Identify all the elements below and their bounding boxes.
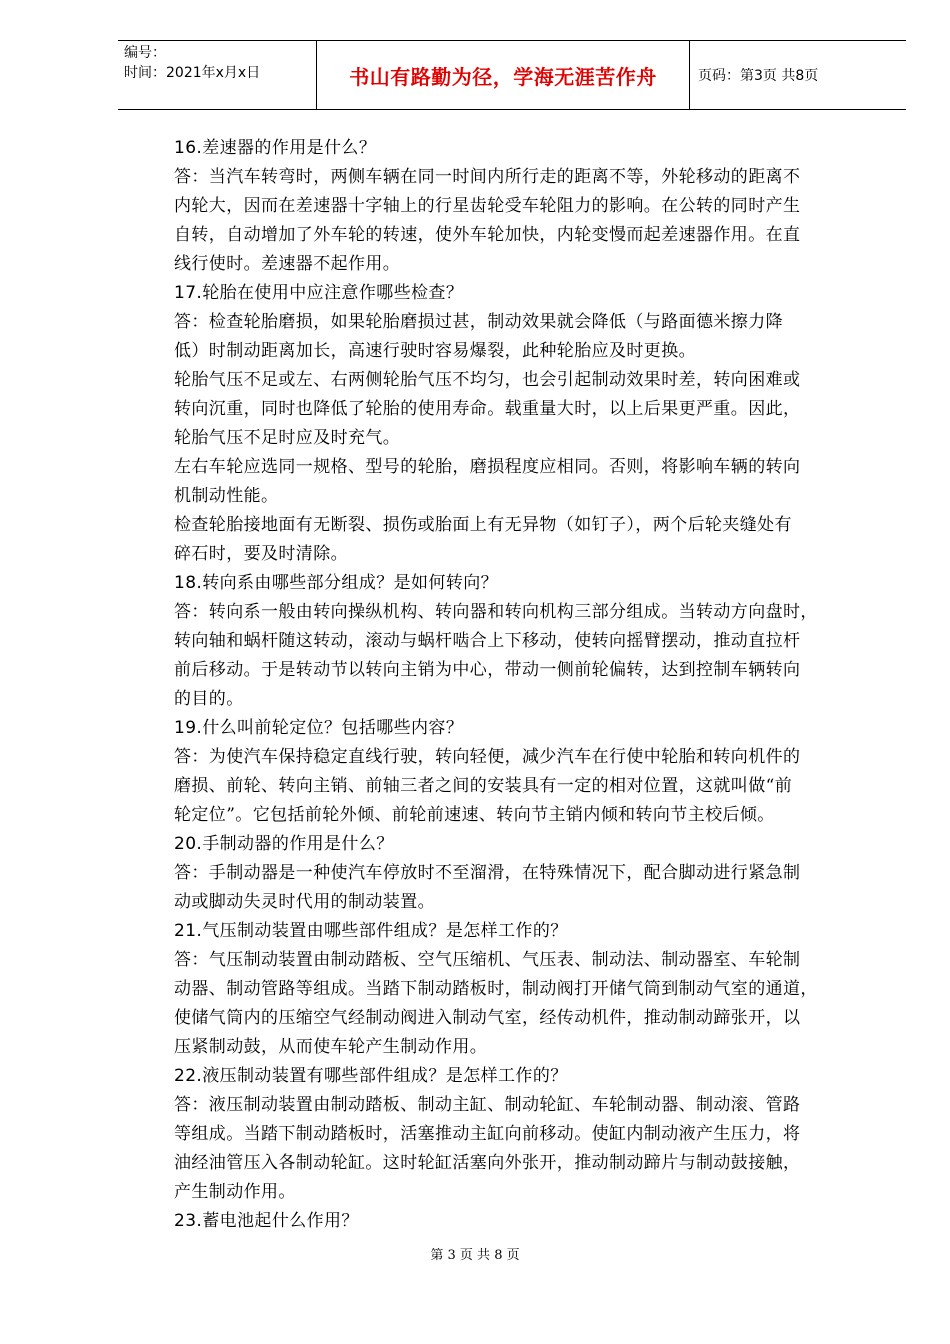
text-line: 低）时制动距离加长，高速行驶时容易爆裂，此种轮胎应及时更换。 bbox=[174, 341, 696, 361]
text-line: 机制动性能。 bbox=[174, 486, 279, 506]
text-line: 动或脚动失灵时代用的制动装置。 bbox=[174, 892, 435, 912]
question-heading: 23.蓄电池起什么作用？ bbox=[174, 1211, 359, 1231]
question-heading: 17.轮胎在使用中应注意作哪些检查？ bbox=[174, 283, 464, 303]
text-line: 线行使时。差速器不起作用。 bbox=[174, 254, 401, 274]
text-line: 答：液压制动装置由制动踏板、制动主缸、制动轮缸、车轮制动器、制动滚、管路 bbox=[174, 1095, 801, 1115]
document-header bbox=[118, 40, 906, 110]
text-line: 答：当汽车转弯时，两侧车辆在同一时间内所行走的距离不等，外轮移动的距离不 bbox=[174, 167, 801, 187]
header-number-label: 编号： bbox=[124, 45, 166, 61]
text-line: 答：为使汽车保持稳定直线行驶，转向轻便，减少汽车在行使中轮胎和转向机件的 bbox=[174, 747, 801, 767]
text-line: 答：气压制动装置由制动踏板、空气压缩机、气压表、制动法、制动器室、车轮制 bbox=[174, 950, 801, 970]
text-line: 检查轮胎接地面有无断裂、损伤或胎面上有无异物（如钉子），两个后轮夹缝处有 bbox=[174, 515, 792, 535]
question-heading: 18.转向系由哪些部分组成？是如何转向？ bbox=[174, 573, 499, 593]
document-body bbox=[174, 134, 870, 1236]
text-line: 答：转向系一般由转向操纵机构、转向器和转向机构三部分组成。当转动方向盘时， bbox=[174, 602, 818, 622]
text-line: 自转，自动增加了外车轮的转速，使外车轮加快，内轮变慢而起差速器作用。在直 bbox=[174, 225, 801, 245]
question-heading: 21.气压制动装置由哪些部件组成？是怎样工作的？ bbox=[174, 921, 568, 941]
text-line: 等组成。当踏下制动踏板时，活塞推动主缸向前移动。使缸内制动液产生压力，将 bbox=[174, 1124, 801, 1144]
text-line: 磨损、前轮、转向主销、前轴三者之间的安装具有一定的相对位置，这就叫做“前 bbox=[174, 776, 793, 796]
header-meta bbox=[124, 43, 316, 83]
text-line: 轮定位”。它包括前轮外倾、前轮前速速、转向节主销内倾和转向节主校后倾。 bbox=[174, 805, 775, 825]
text-line: 前后移动。于是转动节以转向主销为中心，带动一侧前轮偏转，达到控制车辆转向 bbox=[174, 660, 801, 680]
header-time-label: 时间：2021年x月x日 bbox=[124, 65, 261, 81]
text-line: 内轮大，因而在差速器十字轴上的行星齿轮受车轮阻力的影响。在公转的同时产生 bbox=[174, 196, 801, 216]
header-motto-cell bbox=[316, 41, 690, 109]
text-line: 产生制动作用。 bbox=[174, 1182, 296, 1202]
text-line: 的目的。 bbox=[174, 689, 244, 709]
text-line: 动器、制动管路等组成。当踏下制动踏板时，制动阀打开储气筒到制动气室的通道， bbox=[174, 979, 818, 999]
text-line: 轮胎气压不足或左、右两侧轮胎气压不均匀，也会引起制动效果时差，转向困难或 bbox=[174, 370, 801, 390]
text-line: 轮胎气压不足时应及时充气。 bbox=[174, 428, 401, 448]
text-line: 碎石时，要及时清除。 bbox=[174, 544, 348, 564]
header-motto: 书山有路勤为径，学海无涯苦作舟 bbox=[349, 64, 657, 89]
page-footer: 第 3 页 共 8 页 bbox=[430, 1248, 520, 1263]
text-line: 转向轴和蜗杆随这转动，滚动与蜗杆啮合上下移动，使转向摇臂摆动，推动直拉杆 bbox=[174, 631, 801, 651]
text-line: 转向沉重，同时也降低了轮胎的使用寿命。载重量大时，以上后果更严重。因此， bbox=[174, 399, 801, 419]
text-line: 油经油管压入各制动轮缸。这时轮缸活塞向外张开，推动制动蹄片与制动鼓接触， bbox=[174, 1153, 801, 1173]
text-line: 使储气筒内的压缩空气经制动阀进入制动气室，经传动机件，推动制动蹄张开，以 bbox=[174, 1008, 801, 1028]
text-line: 答：手制动器是一种使汽车停放时不至溜滑，在特殊情况下，配合脚动进行紧急制 bbox=[174, 863, 801, 883]
text-line: 左右车轮应选同一规格、型号的轮胎，磨损程度应相同。否则，将影响车辆的转向 bbox=[174, 457, 801, 477]
text-line: 压紧制动鼓，从而使车轮产生制动作用。 bbox=[174, 1037, 488, 1057]
question-heading: 16.差速器的作用是什么？ bbox=[174, 138, 377, 158]
question-heading: 22.液压制动装置有哪些部件组成？是怎样工作的？ bbox=[174, 1066, 568, 1086]
question-heading: 20.手制动器的作用是什么？ bbox=[174, 834, 394, 854]
header-page-label: 页码：第3页 共8页 bbox=[698, 68, 819, 84]
text-line: 答：检查轮胎磨损，如果轮胎磨损过甚，制动效果就会降低（与路面德米擦力降 bbox=[174, 312, 783, 332]
question-heading: 19.什么叫前轮定位？包括哪些内容？ bbox=[174, 718, 464, 738]
